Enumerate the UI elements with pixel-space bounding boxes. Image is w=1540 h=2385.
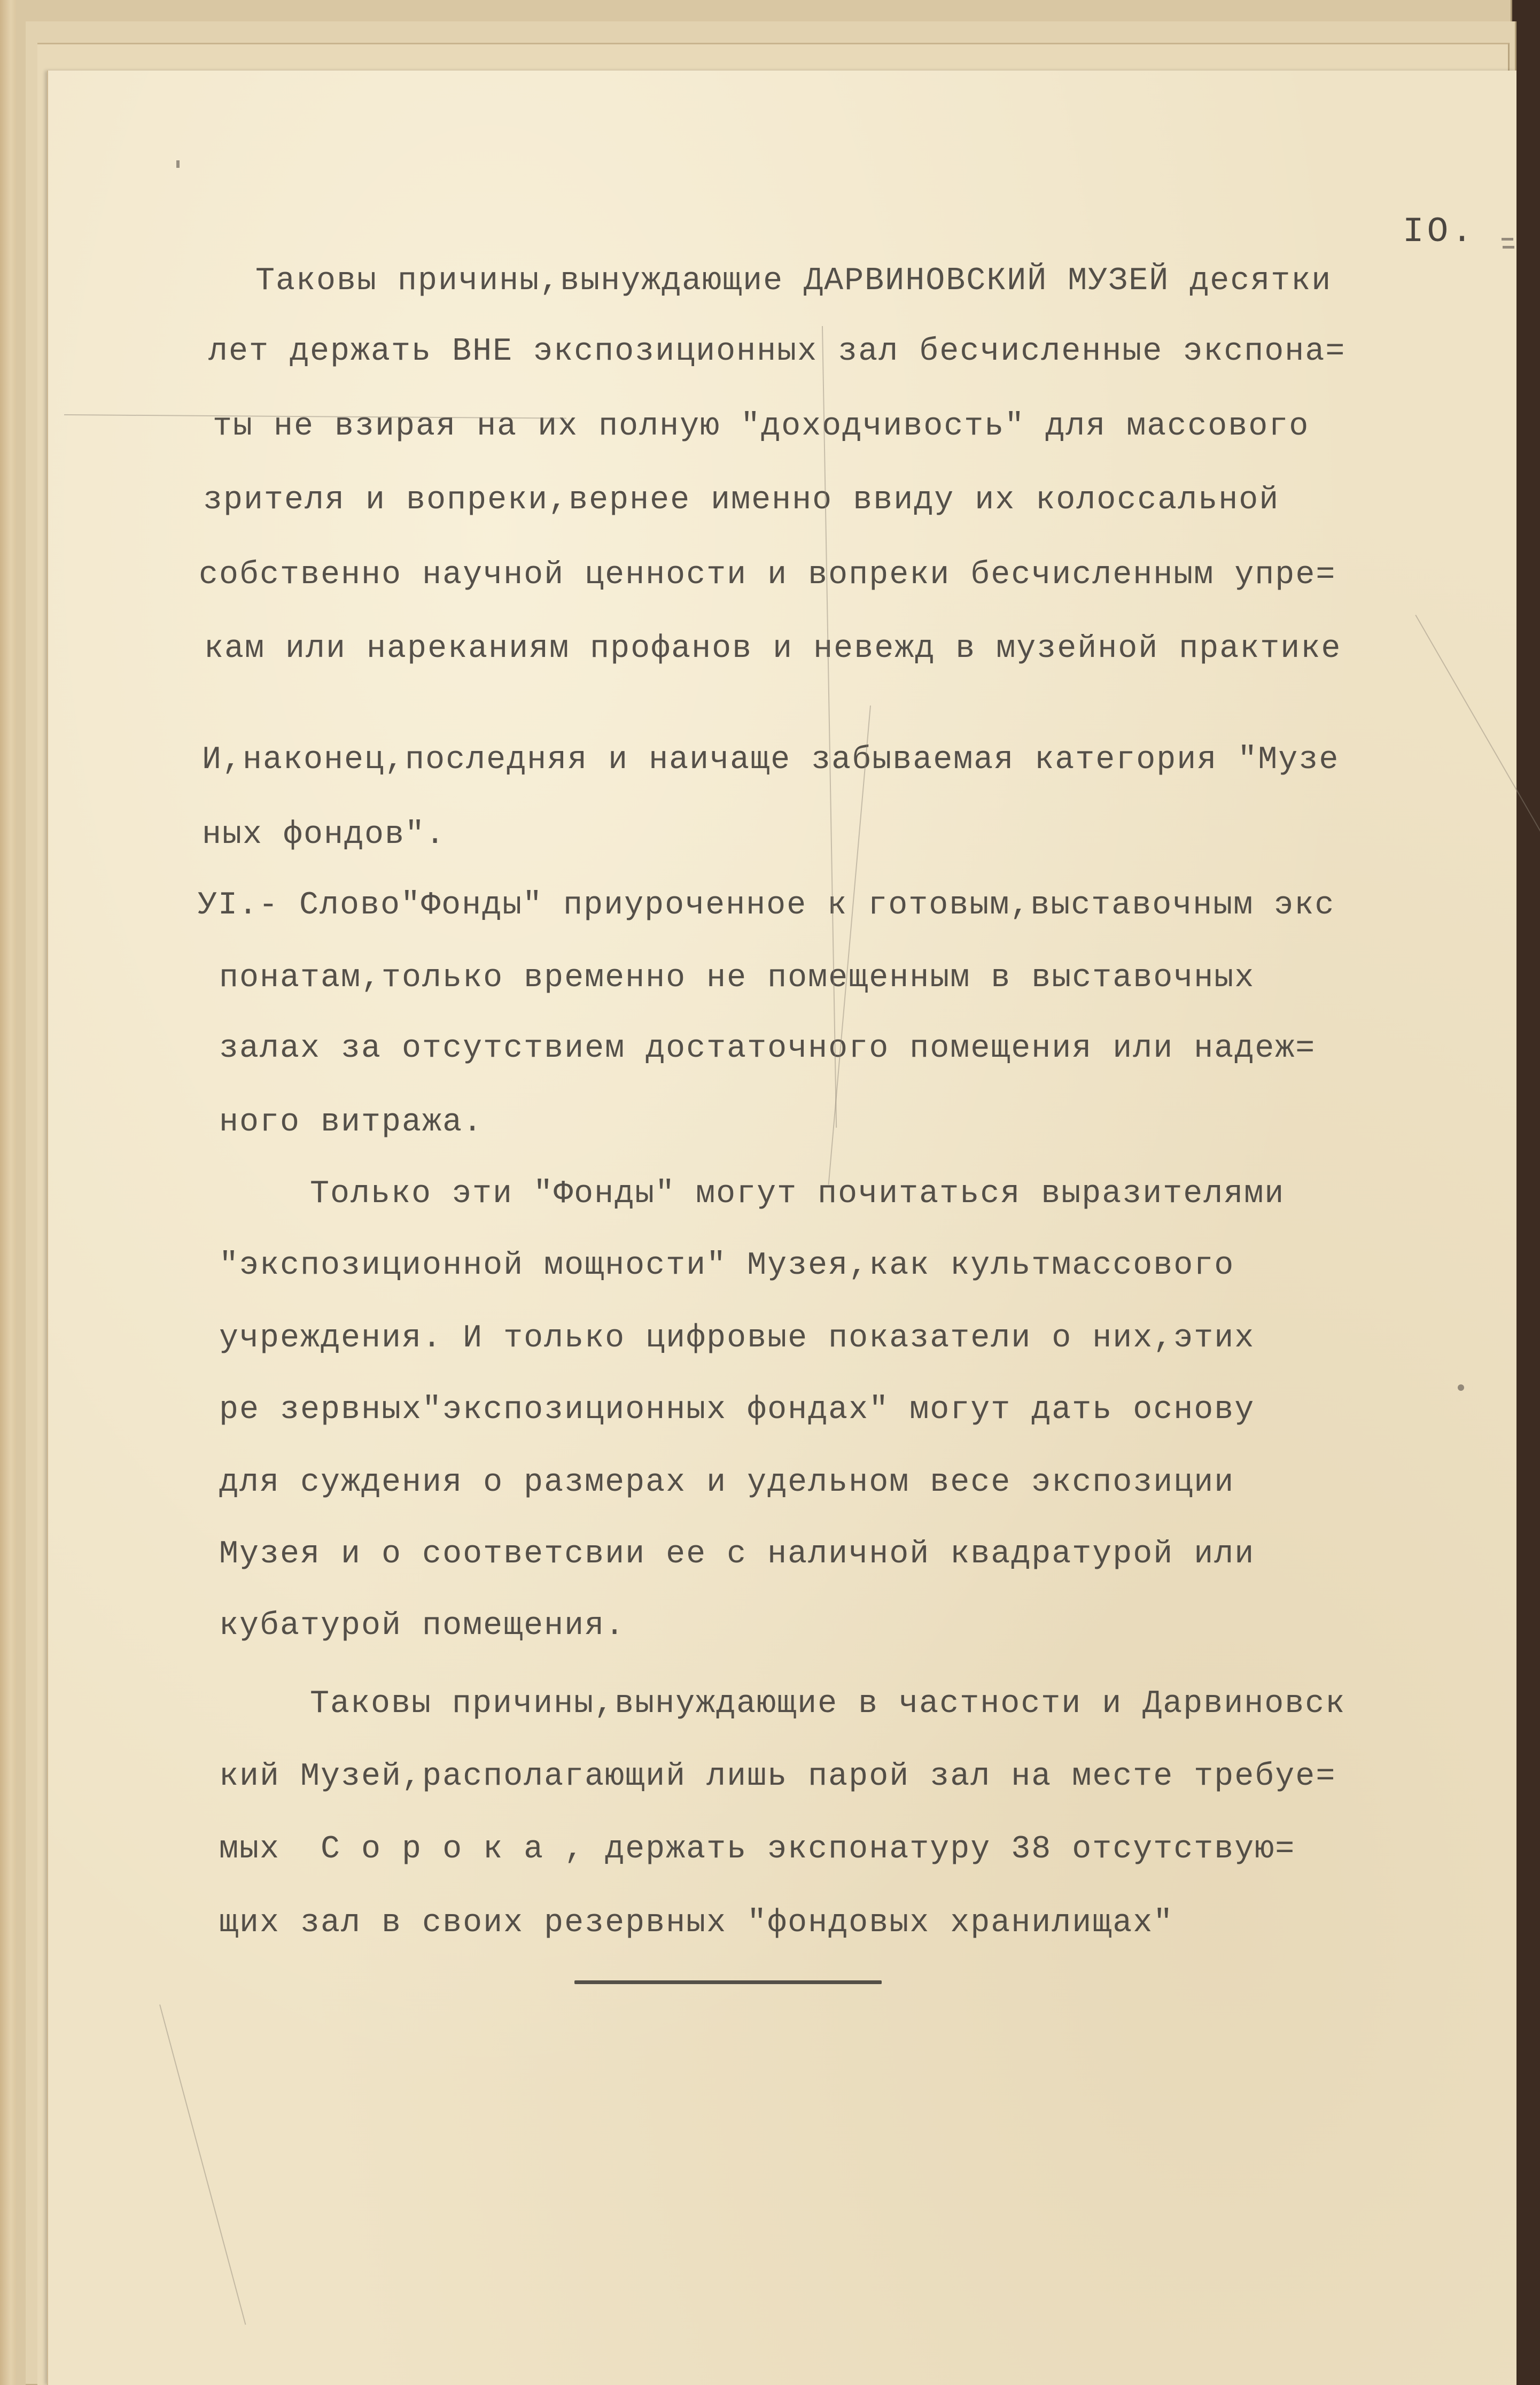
text-line: "экспозиционной мощности" Музея,как культмассового: [219, 1248, 1235, 1284]
ink-speck: [176, 160, 180, 168]
page-number: IO.: [1403, 212, 1476, 252]
text-line: ных фондов".: [202, 817, 446, 853]
end-rule: [574, 1980, 882, 1984]
text-line: для суждения о размерах и удельном весе экспозиции: [219, 1465, 1235, 1501]
text-line: ты не взирая на их полную "доходчивость" для массового: [213, 408, 1310, 445]
text-line: кий Музей,располагающий лишь парой зал на месте требуе=: [219, 1759, 1336, 1795]
text-line: Музея и о соответсвии ее с наличной квадратурой или: [219, 1536, 1255, 1573]
text-line: понатам,только временно не помещенным в выставочных: [219, 960, 1255, 996]
text-line: И,наконец,последняя и наичаще забываемая категория "Музе: [202, 742, 1340, 778]
text-line: зрителя и вопреки,вернее именно ввиду их колоссальной: [203, 482, 1280, 518]
text-line: лет держать ВНЕ экспозиционных зал бесчисленные экспона=: [208, 334, 1346, 370]
text-line: Только эти "Фонды" могут почитаться выразителями: [310, 1176, 1285, 1212]
text-line: Таковы причины,вынуждающие ДАРВИНОВСКИЙ МУЗЕЙ десятки: [255, 263, 1332, 299]
text-line: залах за отсутствием достаточного помещения или надеж=: [219, 1031, 1316, 1067]
ink-speck: [1458, 1384, 1464, 1391]
text-line: мых С о р о к а , держать экспонатуру 38 отсутствую=: [219, 1831, 1296, 1868]
text-line: Таковы причины,вынуждающие в частности и Дарвиновск: [310, 1686, 1346, 1722]
text-line: щих зал в своих резервных "фондовых хранилищах": [219, 1905, 1174, 1941]
text-line: кам или нареканиям профанов и невежд в музейной практике: [204, 631, 1342, 667]
text-line: собственно научной ценности и вопреки бесчисленным упре=: [199, 557, 1336, 593]
margin-mark: [1503, 246, 1514, 249]
text-line: ре зервных"экспозиционных фондах" могут дать основу: [219, 1392, 1255, 1428]
text-line: УI.- Слово"Фонды" приуроченное к готовым,выставочным экс: [198, 887, 1335, 924]
margin-mark: [1502, 238, 1513, 241]
text-line: учреждения. И только цифровые показатели о них,этих: [219, 1320, 1255, 1357]
text-line: кубатурой помещения.: [219, 1608, 626, 1644]
text-line: ного витража.: [219, 1104, 484, 1141]
